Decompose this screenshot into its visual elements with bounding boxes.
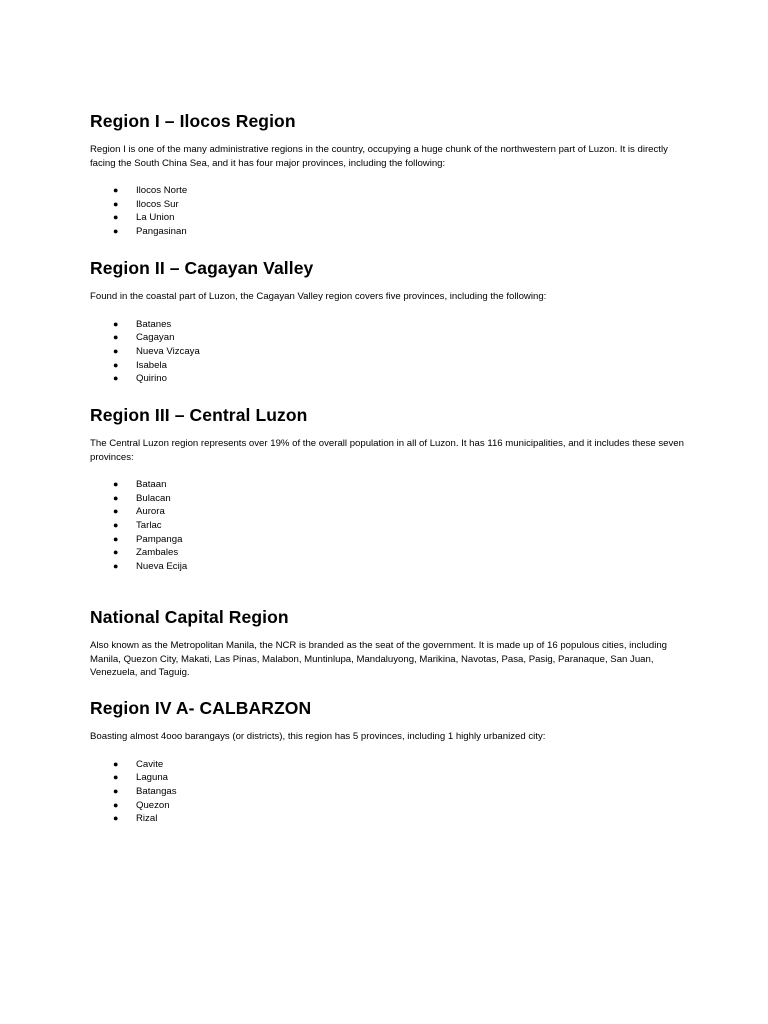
section-ncr [90, 606, 690, 680]
list-item-label: Bataan [136, 479, 167, 490]
list-item [90, 211, 690, 225]
section-heading: National Capital Region [90, 607, 289, 627]
list-item [90, 758, 690, 772]
bullet-icon: ● [113, 492, 119, 503]
list-item [90, 225, 690, 239]
list-item [90, 771, 690, 785]
list-item [90, 478, 690, 492]
bullet-icon: ● [113, 772, 119, 783]
bullet-icon: ● [113, 198, 119, 209]
section-paragraph: Boasting almost 4ooo barangays (or districts), this region has 5 provinces, including 1 highly urbanized city: [90, 731, 546, 742]
section-heading: Region III – Central Luzon [90, 405, 308, 425]
list-item-label: La Union [136, 212, 175, 224]
list-item [90, 519, 690, 533]
list-item-label: Rizal [136, 813, 158, 825]
list-item-label: Pampanga [136, 533, 183, 545]
bullet-icon: ● [113, 785, 119, 796]
list-item [90, 560, 690, 574]
bullet-icon: ● [113, 813, 119, 824]
section-heading: Region II – Cagayan Valley [90, 258, 314, 278]
list-item-label: Ilocos Norte [136, 185, 188, 196]
bullet-icon: ● [113, 345, 119, 356]
section-region-4a [90, 697, 690, 826]
province-list [90, 318, 690, 386]
list-item [90, 318, 690, 332]
list-item-label: Quezon [136, 799, 170, 811]
province-list [90, 758, 690, 826]
list-item [90, 184, 690, 198]
bullet-icon: ● [113, 332, 119, 343]
list-item [90, 492, 690, 506]
list-item [90, 345, 690, 359]
bullet-icon: ● [113, 547, 119, 558]
list-item [90, 198, 690, 212]
section-region-3 [90, 404, 690, 574]
list-item-label: Tarlac [136, 520, 162, 532]
bullet-icon: ● [113, 185, 119, 195]
list-item-label: Aurora [136, 506, 165, 518]
province-list [90, 478, 690, 574]
list-item-label: Batanes [136, 318, 172, 330]
bullet-icon: ● [113, 373, 119, 384]
bullet-icon: ● [113, 226, 119, 237]
list-item-label: Zambales [136, 547, 179, 559]
bullet-icon: ● [113, 318, 119, 329]
list-item-label: Pangasinan [136, 226, 187, 238]
section-region-1 [90, 110, 690, 239]
list-item [90, 331, 690, 345]
list-item-label: Ilocos Sur [136, 198, 179, 210]
bullet-icon: ● [113, 561, 119, 572]
list-item [90, 372, 690, 386]
list-item [90, 533, 690, 547]
list-item [90, 799, 690, 813]
section-heading: Region IV A- CALBARZON [90, 698, 312, 718]
list-item-label: Quirino [136, 373, 167, 385]
list-item [90, 505, 690, 519]
section-heading: Region I – Ilocos Region [90, 111, 296, 131]
list-item-label: Batangas [136, 785, 177, 797]
section-region-2 [90, 257, 690, 386]
section-paragraph: The Central Luzon region represents over 19% of the overall population in all of Luzon. It has 116 municipalities, and it includes these seven provinces: [90, 438, 684, 463]
section-paragraph: Region I is one of the many administrative regions in the country, occupying a huge chunk of the northwestern part of Luzon. It is directly facing the South China Sea, and it has four major provinces, including the following: [90, 144, 668, 169]
list-item [90, 359, 690, 373]
list-item-label: Cagayan [136, 332, 175, 344]
bullet-icon: ● [113, 799, 119, 810]
list-item-label: Nueva Vizcaya [136, 345, 200, 357]
list-item [90, 785, 690, 799]
section-paragraph: Found in the coastal part of Luzon, the Cagayan Valley region covers five provinces, including the following: [90, 291, 547, 302]
document-page [90, 0, 690, 1024]
list-item-label: Laguna [136, 772, 169, 784]
bullet-icon: ● [113, 533, 119, 544]
bullet-icon: ● [113, 212, 119, 223]
list-item-label: Nueva Ecija [136, 561, 188, 573]
list-item-label: Bulacan [136, 492, 171, 504]
bullet-icon: ● [113, 479, 119, 489]
list-item [90, 812, 690, 826]
section-paragraph: Also known as the Metropolitan Manila, the NCR is branded as the seat of the government. It is made up of 16 populous cities, including Manila, Quezon City, Makati, Las Pinas, Malabon, Muntinlupa, Mandaluyong, Marikina, Navotas, Pasa, Pasig, Paranaque, San Juan, Venezuela, and Taguig. [90, 640, 668, 678]
list-item-label: Cavite [136, 758, 164, 770]
bullet-icon: ● [113, 520, 119, 531]
list-item [90, 546, 690, 560]
province-list [90, 184, 690, 239]
bullet-icon: ● [113, 758, 119, 769]
bullet-icon: ● [113, 359, 119, 370]
bullet-icon: ● [113, 506, 119, 517]
list-item-label: Isabela [136, 359, 167, 371]
